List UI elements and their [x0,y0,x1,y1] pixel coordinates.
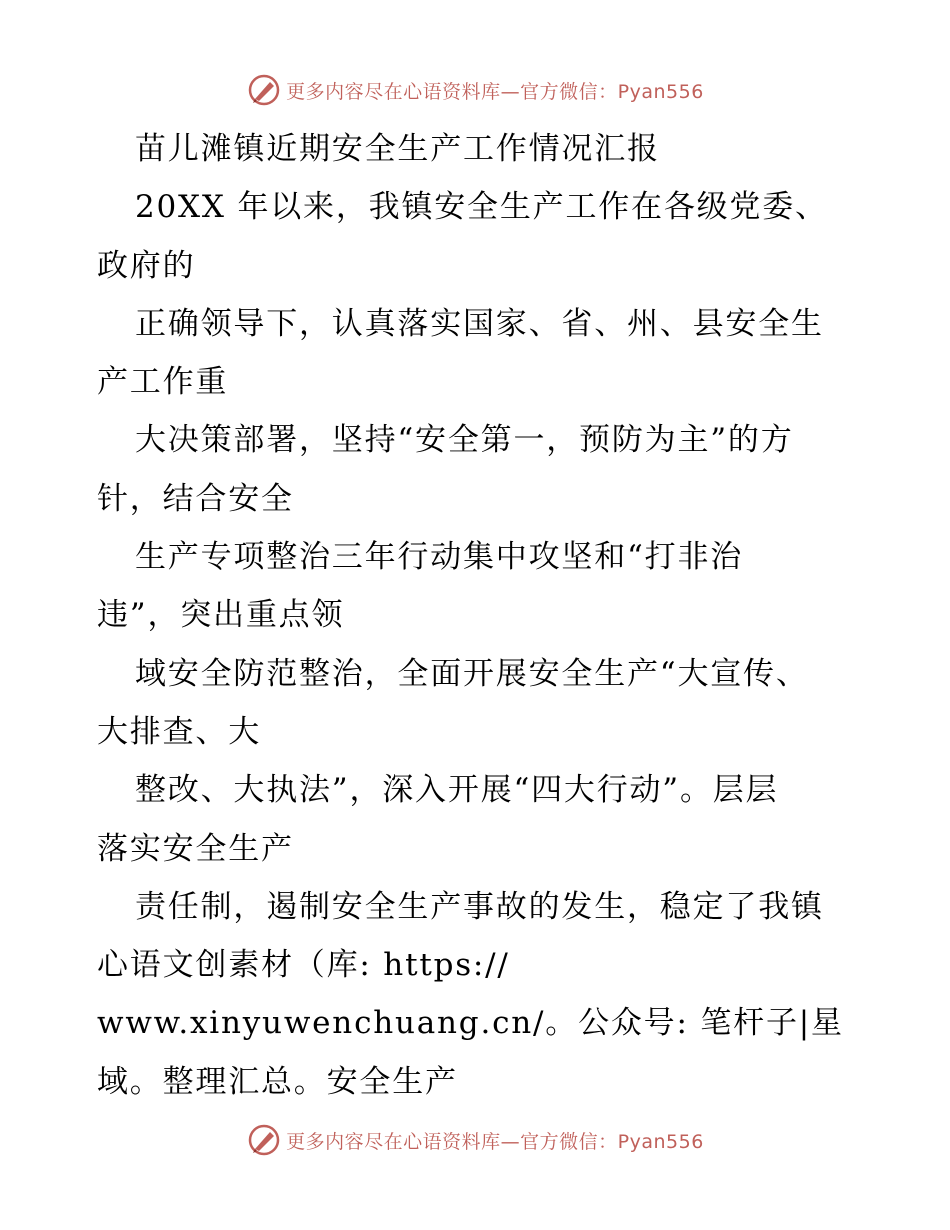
header-banner-content [246,72,704,108]
document-title: 苗儿滩镇近期安全生产工作情况汇报 [135,131,660,167]
header-watermark-banner [0,70,950,110]
footer-banner-text: 更多内容尽在心语资料库—官方微信：Pyan556 [286,1130,704,1153]
pen-nib-logo-icon [246,1122,282,1158]
paragraph-line: 生产专项整治三年行动集中攻坚和“打非治 [135,539,744,576]
paragraph-line: 针，结合安全 [97,480,294,517]
header-banner-text: 更多内容尽在心语资料库—官方微信：Pyan556 [286,80,704,103]
paragraph-line: 产工作重 [97,364,229,401]
document-body [97,120,857,1111]
paragraph-line: 域安全防范整治，全面开展安全生产“大宣传、 [135,655,809,692]
paragraph-line: 心语文创素材（库: https:// [97,947,510,984]
paragraph-line: 大排查、大 [97,713,261,750]
paragraph-line: 违”，突出重点领 [97,597,345,634]
paragraph-line: 20XX 年以来，我镇安全生产工作在各级党委、 [135,189,828,226]
paragraph-line: 域。整理汇总。安全生产 [97,1063,458,1100]
paragraph-line: www.xinyuwenchuang.cn/。公众号: 笔杆子|星 [97,1005,844,1042]
paragraph-line: 正确领导下，认真落实国家、省、州、县安全生 [135,305,824,342]
paragraph-line: 政府的 [97,247,196,284]
paragraph-line: 大决策部署，坚持“安全第一，预防为主”的方 [135,422,794,459]
pen-nib-logo-icon [246,72,282,108]
paragraph-line: 整改、大执法”，深入开展“四大行动”。层层 [135,772,779,809]
footer-banner-content [246,1122,704,1158]
paragraph-line: 责任制，遏制安全生产事故的发生，稳定了我镇 [135,888,824,925]
paragraph-line: 落实安全生产 [97,830,294,867]
footer-watermark-banner [0,1120,950,1160]
